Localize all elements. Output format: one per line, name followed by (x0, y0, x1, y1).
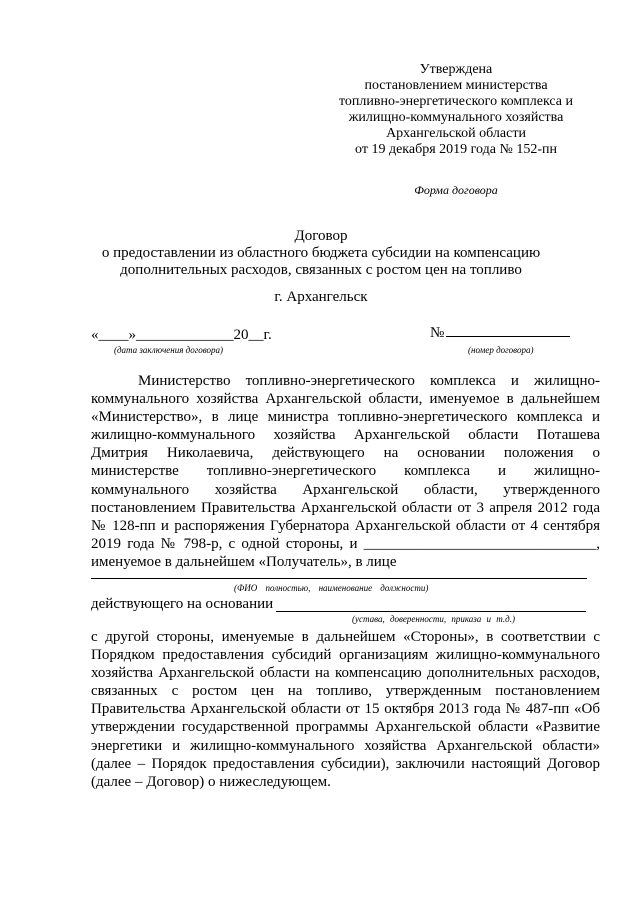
approval-line: от 19 декабря 2019 года № 152-пн (355, 142, 557, 157)
approval-line: топливно-энергетического комплекса и (339, 94, 573, 109)
number-caption: (номер договора) (468, 345, 534, 355)
city: г. Архангельск (274, 289, 368, 305)
approval-line: Архангельской области (386, 126, 526, 141)
paragraph-parties: Министерство топливно-энергетического комплекса и жилищно-коммунального хозяйства Архангельской области, именуемое в дальнейшем «Министерство», в лице министра топливно-энергетического комплекса и жилищно-коммунального хозяйства Архангельской области Поташева Дмитрия Николаевича, действующего на основании положения о министерстве топливно-энергетического комплекса и жилищно-коммунального хозяйства Архангельской области, утвержденного постановлением Правительства Архангельской области от 3 апреля 2012 года № 128-пп и распоряжения Губернатора Архангельской области от 4 сентября 2019 года № 798-р, с одной стороны, и _______________________________, именуемое в дальнейшем «Получатель», в лице (91, 373, 600, 570)
title-line: о предоставлении из областного бюджета субсидии на компенсацию (101, 245, 541, 261)
approval-line: постановлением министерства (364, 78, 548, 93)
date-caption: (дата заключения договора) (114, 345, 223, 355)
title-line: Договор (294, 228, 348, 244)
basis-caption: (устава, доверенности, приказа и т.д.) (352, 614, 515, 624)
fio-blank-line (91, 578, 587, 579)
number-blank-line (446, 324, 570, 337)
date-field: «____»_____________20__г. (91, 327, 272, 343)
basis-blank-line (276, 611, 586, 612)
basis-label: действующего на основании (91, 596, 274, 612)
fio-caption: (ФИО полностью, наименование должности) (234, 583, 429, 593)
number-sign: № (430, 325, 445, 341)
form-label: Форма договора (414, 183, 498, 197)
approval-line: Утверждена (419, 62, 493, 77)
approval-block (310, 62, 602, 158)
title-line: дополнительных расходов, связанных с ростом цен на топливо (120, 262, 522, 278)
paragraph-agreement: с другой стороны, именуемые в дальнейшем «Стороны», в соответствии с Порядком предоставления субсидий организациям жилищно-коммунального хозяйства Архангельской области на компенсацию дополнительных расходов, связанных с ростом цен на топливо, утвержденным постановлением Правительства Архангельской области от 15 октября 2013 года № 487-пп «Об утверждении государственной программы Архангельской области «Развитие энергетики и жилищно-коммунального хозяйства Архангельской области» (далее – Порядок предоставления субсидии), заключили настоящий Договор (далее – Договор) о нижеследующем. (91, 629, 600, 790)
number-field (430, 324, 570, 342)
approval-line: жилищно-коммунального хозяйства (348, 110, 564, 125)
document-title (84, 228, 558, 279)
